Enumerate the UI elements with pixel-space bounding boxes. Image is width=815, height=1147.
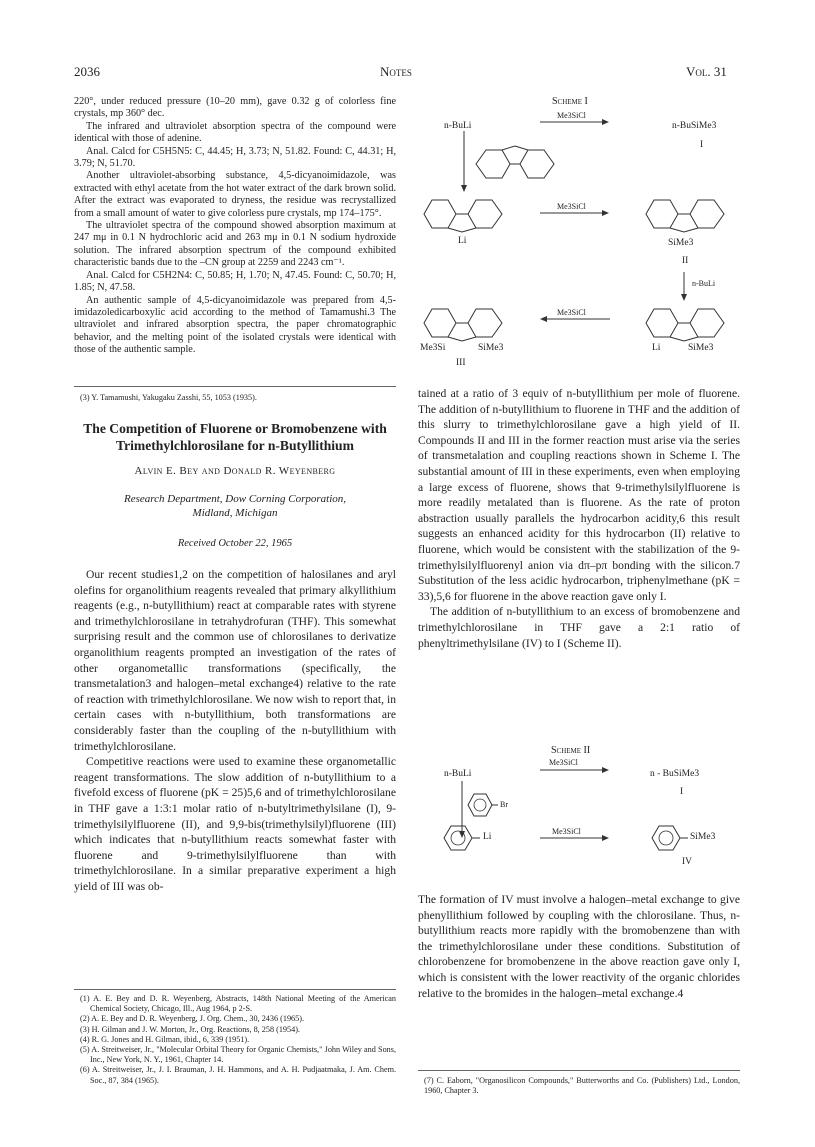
footnote: (4) R. G. Jones and H. Gilman, ibid., 6, 339 (1951). — [80, 1034, 250, 1044]
article-title: The Competition of Fluorene or Bromobenzene with Trimethylchlorosilane for n-Butyllithium — [83, 421, 387, 453]
trimethylsilylfluorene-icon — [642, 196, 728, 234]
affiliation — [74, 492, 396, 520]
left-top-text — [74, 96, 396, 357]
left-footnotes — [80, 994, 396, 1086]
received-date: Received October 22, 1965 — [177, 538, 293, 549]
footnote: (5) A. Streitweiser, Jr., "Molecular Orbital Theory for Organic Chemists," John Wiley and Sons, Inc., New York, N. Y., 1961, Chapter 14. — [80, 1045, 396, 1065]
footnote-divider — [74, 386, 396, 387]
li-label: Li — [652, 343, 661, 353]
arrow-right-icon — [540, 118, 610, 126]
paragraph: Our recent studies1,2 on the competition of halosilanes and aryl olefins for organolithium reagents revealed that primary alkyllithium reagents (e.g., n-butyllithium) react at comparable rates with styrene and trimethylchlorosilane in tetrahydrofuran (THF). This somewhat surprising result and the common use of chlorosilanes to derivatize organolithium reagents prompted an investigation of the rates of other organometallic transformations (specifically, the transmetalation3 and halogen–metal exchange4) relative to the rate of reaction with trimethylchlorosilane. We now wish to report that, in certain cases with n-butyllithium, both transformations are considerably faster than the coupling of the n-butyllithium with trimethylchlorosilane. — [74, 568, 396, 753]
benzene-ring-icon — [650, 822, 690, 854]
scheme-1-buli: n-BuLi — [692, 279, 716, 288]
footnote-divider — [418, 1070, 740, 1071]
fluorene-structure-icon — [472, 146, 558, 182]
scheme-1-label-III: III — [456, 358, 466, 368]
bis-trimethylsilylfluorene-icon — [420, 305, 506, 343]
section-header: Notes — [380, 64, 412, 79]
paragraph: Another ultraviolet-absorbing substance, 4,5-dicyanoimidazole, was extracted with ethyl acetate from the hot water extract of the dark brown solid. After the extract was evaporated to dryness, the residue was recrystallized from a small amount of water to give colorless pure crystals, mp 174–175°. — [74, 170, 396, 219]
arrow-down-icon — [680, 272, 688, 302]
scheme-1-nbuli: n-BuLi — [444, 121, 472, 131]
right-body-text-2 — [418, 892, 740, 1001]
paragraph: The addition of n-butyllithium to an excess of bromobenzene and trimethylchlorosilane in THF gave a 2:1 ratio of phenyltrimethylsilane (IV) to I (Scheme II). — [418, 605, 740, 650]
arrow-right-icon — [540, 766, 610, 774]
paragraph: The infrared and ultraviolet absorption spectra of the compound were identical with those of adenine. — [74, 120, 396, 145]
volume-label: Vol. 31 — [686, 64, 727, 79]
footnote-3: (3) Y. Tamamushi, Yakugaku Zasshi, 55, 1053 (1935). — [80, 393, 257, 402]
benzene-ring-icon — [442, 822, 482, 854]
fluorenyl-lithium-icon — [420, 196, 506, 234]
me3si-label: Me3Si — [420, 343, 446, 353]
scheme-2-label-IV: IV — [682, 857, 693, 867]
scheme-2-title: Scheme II — [551, 745, 591, 756]
paragraph: Competitive reactions were used to examine these organometallic reagent transformations. The slow addition of n-butyllithium to a fivefold excess of fluorene (pK = 25)5,6 and of trimethylchlorosilane in THF gave a 1:3:1 molar ratio of n-butyltrimethylsilane (I), 9-trimethylsilylfluorene (II), and 9,9-bis(trimethylsilyl)fluorene (III) which indicates that n-butyllithium reacts somewhat faster with fluorene and 9-trimethylsilylfluorene than with trimethylchlorosilane. In a similar preparative experiment a high yield of III was ob- — [74, 755, 396, 893]
scheme-1-label-I: I — [700, 140, 704, 150]
br-label: Br — [500, 800, 508, 809]
scheme-1-reagent-2: Me3SiCl — [557, 202, 586, 211]
lithio-trimethylsilylfluorene-icon — [642, 305, 728, 343]
scheme-1-reagent-3: Me3SiCl — [557, 308, 586, 317]
sime3-label: SiMe3 — [690, 832, 716, 842]
page-number: 2036 — [74, 64, 100, 79]
footnote: (3) H. Gilman and J. W. Morton, Jr., Org. Reactions, 8, 258 (1954). — [80, 1024, 300, 1034]
arrow-down-icon — [460, 131, 468, 193]
footnote-divider — [74, 989, 396, 990]
left-body-text — [74, 567, 396, 894]
li-label: Li — [458, 236, 467, 246]
arrow-right-icon — [540, 834, 610, 842]
paragraph: tained at a ratio of 3 equiv of n-butyllithium per mole of fluorene. The addition of n-butyllithium to fluorene in THF and the addition of this slurry to trimethylchlorosilane gave a high yield of II. Compounds II and III in the former reaction must arise via the series of transmetalation and coupling reactions shown in Scheme I. The substantial amount of III in these experiments, even when employing a large excess of fluorene, shows that 9-trimethylsilylfluorene is more readily metalated than is fluorene. As the rate of proton abstraction usually parallels the hydrocarbon acidity,6 this result suggests an enhanced acidity for this hydrocarbon (II) relative to fluorene, which would be consistent with the stabilization of the 9-trimethylsilylfluorenyl anion via dπ–pπ bonding with the silicon.7 Substitution of the less acidic hydrocarbon, triphenylmethane (pK = 33),5,6 for fluorene in the above reaction gave only I. — [418, 387, 740, 603]
article-authors: Alvin E. Bey and Donald R. Weyenberg — [134, 465, 336, 477]
scheme-2-product-I: n - BuSiMe3 — [650, 769, 700, 779]
scheme-2-reagent-2: Me3SiCl — [552, 827, 581, 836]
paragraph: 220°, under reduced pressure (10–20 mm), gave 0.32 g of colorless fine crystals, mp 360° dec. — [74, 96, 396, 120]
footnote: (1) A. E. Bey and D. R. Weyenberg, Abstracts, 148th National Meeting of the American Chemical Society, Chicago, Ill., Aug 1964, p 2-S. — [80, 994, 396, 1014]
sime3-label: SiMe3 — [668, 238, 694, 248]
paragraph: Anal. Calcd for C5H2N4: C, 50.85; H, 1.70; N, 47.45. Found: C, 50.70; H, 1.85; N, 47.58. — [74, 269, 396, 294]
benzene-ring-icon — [466, 790, 500, 820]
scheme-1-title: Scheme I — [552, 96, 588, 107]
paragraph: The ultraviolet spectra of the compound showed absorption maximum at 247 mμ in 0.1 N hydrochloric acid and 263 mμ in 0.1 N sodium hydroxide solution. The infrared absorption spectrum of the compound exhibited characteristic bands due to the –CN group at 2259 and 2243 cm⁻¹. — [74, 220, 396, 269]
li-label: Li — [483, 832, 492, 842]
footnote: (2) A. E. Bey and D. R. Weyenberg, J. Org. Chem., 30, 2436 (1965). — [80, 1014, 305, 1024]
scheme-2-label-I: I — [680, 787, 684, 797]
affiliation-line: Midland, Michigan — [192, 507, 278, 519]
footnote: (6) A. Streitweiser, Jr., J. I. Brauman, J. H. Hammons, and A. H. Pudjaatmaka, J. Am. Chem. Soc., 87, 384 (1965). — [80, 1065, 396, 1085]
footnote-7: (7) C. Eaborn, "Organosilicon Compounds," Butterworths and Co. (Publishers) Ltd., London, 1960, Chapter 3. — [424, 1076, 740, 1096]
arrow-left-icon — [540, 315, 610, 323]
affiliation-line: Research Department, Dow Corning Corporation, — [123, 493, 347, 505]
paragraph: The formation of IV must involve a halogen–metal exchange to give phenyllithium followed by coupling with the chlorosilane. Thus, n-butyllithium reacts more rapidly with the bromobenzene than with the trimethylchlorosilane under these conditions. Substitution of chlorobenzene for bromobenzene in the above reaction gave only I, which is consistent with the lower reactivity of the organic chlorides relative to the bromides in the halogen–metal exchange.4 — [418, 893, 740, 1000]
paragraph: Anal. Calcd for C5H5N5: C, 44.45; H, 3.73; N, 51.82. Found: C, 44.31; H, 3.79; N, 51.70. — [74, 145, 396, 170]
scheme-1-label-II: II — [682, 256, 689, 266]
scheme-1-reagent: Me3SiCl — [557, 111, 586, 120]
right-body-text — [418, 386, 740, 651]
arrow-right-icon — [540, 209, 610, 217]
scheme-2-nbuli: n-BuLi — [444, 769, 472, 779]
scheme-1-product-I: n-BuSiMe3 — [672, 121, 717, 131]
paragraph: An authentic sample of 4,5-dicyanoimidazole was prepared from 4,5-imidazoledicarboxylic acid according to the method of Tamamushi.3 The ultraviolet and infrared absorption spectra, the paper chromatographic behavior, and the melting point of the isolated crystals were identical with those of the authentic sample. — [74, 294, 396, 356]
sime3-label: SiMe3 — [478, 343, 504, 353]
sime3-label: SiMe3 — [688, 343, 714, 353]
scheme-2-reagent: Me3SiCl — [549, 758, 578, 767]
